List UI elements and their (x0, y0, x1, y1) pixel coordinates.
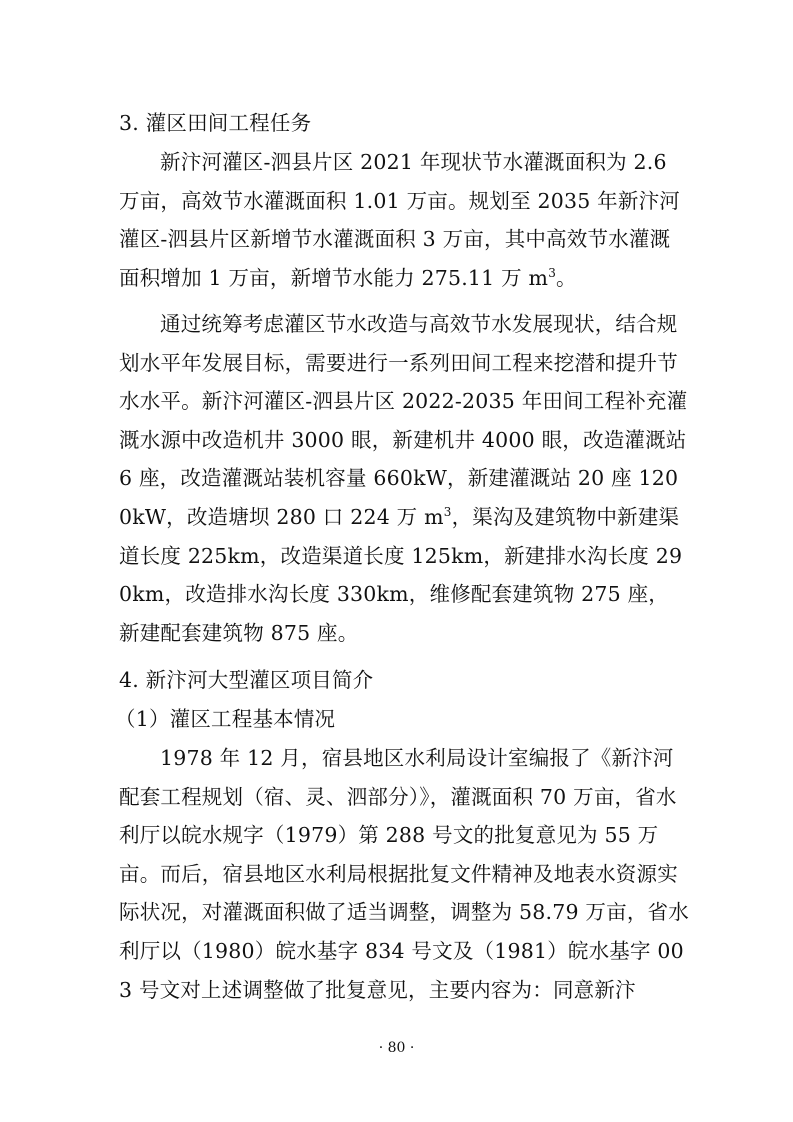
paragraph-field-works-text-a: 通过统筹考虑灌区节水改造与高效节水发展现状，结合规划水平年发展目标，需要进行一系列田间工程来挖潜和提升节水水平。新汴河灌区-泗县片区 2022-2035 年田间工程补充灌溉水源中改造机井 3000 眼，新建机井 4000 眼，改造灌溉站 6 座，改造灌溉站装机容量 660kW，新建灌溉站 20 座 1200kW，改造塘坝 280 口 224 万 m (119, 312, 688, 529)
paragraph-field-works-text-b: ，渠沟及建筑物中新建渠道长度 225km，改造渠道长度 125km，新建排水沟长度 290km，改造排水沟长度 330km，维修配套建筑物 275 座，新建配套建筑物 875 座。 (119, 504, 683, 645)
section-heading-3: 3. 灌区田间工程任务 (119, 111, 312, 135)
section-heading-4: 4. 新汴河大型灌区项目简介 (119, 668, 374, 692)
paragraph-irrigation-area-end: 。 (556, 265, 577, 290)
paragraph-irrigation-area (119, 143, 689, 297)
paragraph-project-history: 1978 年 12 月，宿县地区水利局设计室编报了《新汴河配套工程规划（宿、灵、泗部分）》，灌溉面积 70 万亩，省水利厅以皖水规字（1979）第 288 号文的批复意见为 55 万亩。而后，宿县地区水利局根据批复文件精神及地表水资源实际状况，对灌溉面积做了适当调整，调整为 58.79 万亩，省水利厅以（1980）皖水基字 834 号文及（1981）皖水基字 003 号文对上述调整做了批复意见，主要内容为：同意新汴 (119, 746, 689, 1002)
superscript-cubic: 3 (443, 505, 452, 520)
paragraph-field-works (119, 305, 689, 652)
subsection-heading-4-1: （1）灌区工程基本情况 (115, 707, 336, 731)
paragraph-irrigation-area-text: 新汴河灌区-泗县片区 2021 年现状节水灌溉面积为 2.6 万亩，高效节水灌溉面积 1.01 万亩。规划至 2035 年新汴河灌区-泗县片区新增节水灌溉面积 3 万亩，其中高效节水灌溉面积增加 1 万亩，新增节水能力 275.11 万 m (119, 150, 680, 290)
superscript-cubic: 3 (548, 265, 557, 280)
page-number: · 80 · (378, 1040, 415, 1056)
